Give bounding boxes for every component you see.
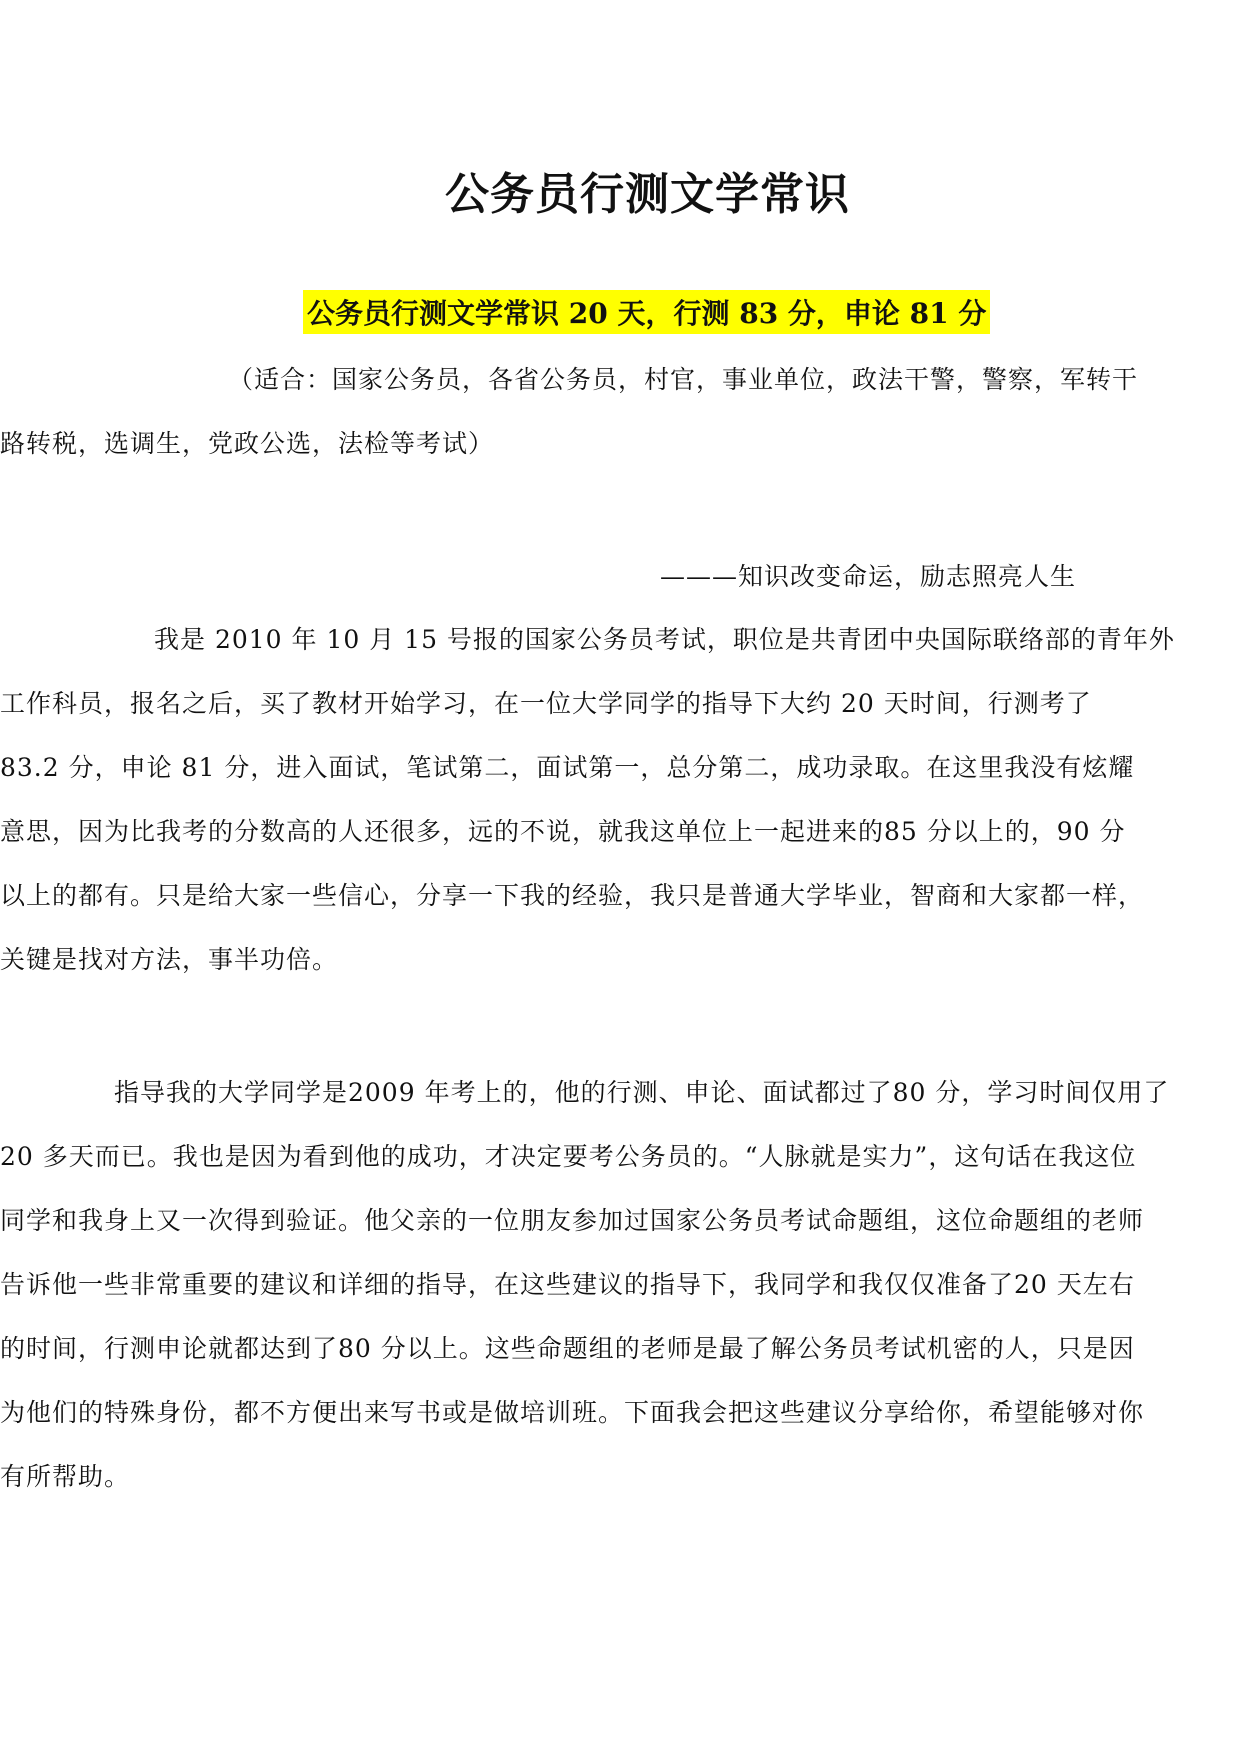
- paragraph-line: 的时间，行测申论就都达到了80 分以上。这些命题组的老师是最了解公务员考试机密的人，只是因: [0, 1334, 1135, 1363]
- paragraph-line: 告诉他一些非常重要的建议和详细的指导，在这些建议的指导下，我同学和我仅仅准备了20 天左右: [0, 1270, 1135, 1299]
- motto: ———知识改变命运，励志照亮人生: [660, 562, 1077, 591]
- paragraph-line: 有所帮助。: [0, 1462, 131, 1491]
- highlighted-subtitle: 公务员行测文学常识 20 天，行测 83 分，申论 81 分: [303, 290, 990, 334]
- paragraph-line: 指导我的大学同学是2009 年考上的，他的行测、申论、面试都过了80 分，学习时间仅用了: [114, 1078, 1170, 1107]
- document-title: 公务员行测文学常识: [445, 169, 850, 220]
- paragraph-line: 我是 2010 年 10 月 15 号报的国家公务员考试，职位是共青团中央国际联络部的青年外: [154, 625, 1175, 654]
- suitable-line: 路转税，选调生，党政公选，法检等考试）: [0, 429, 495, 458]
- paragraph-line: 为他们的特殊身份，都不方便出来写书或是做培训班。下面我会把这些建议分享给你，希望能够对你: [0, 1398, 1145, 1427]
- paragraph-line: 意思，因为比我考的分数高的人还很多，远的不说，就我这单位上一起进来的85 分以上的，90 分: [0, 817, 1126, 846]
- paragraph-line: 工作科员，报名之后，买了教材开始学习，在一位大学同学的指导下大约 20 天时间，行测考了: [0, 689, 1092, 718]
- paragraph-line: 同学和我身上又一次得到验证。他父亲的一位朋友参加过国家公务员考试命题组，这位命题组的老师: [0, 1206, 1145, 1235]
- paragraph-line: 关键是找对方法，事半功倍。: [0, 945, 339, 974]
- suitable-line: （适合：国家公务员，各省公务员，村官，事业单位，政法干警，警察，军转干: [228, 365, 1139, 394]
- paragraph-line: 83.2 分，申论 81 分，进入面试，笔试第二，面试第一，总分第二，成功录取。在这里我没有炫耀: [0, 753, 1135, 782]
- paragraph-line: 20 多天而已。我也是因为看到他的成功，才决定要考公务员的。“人脉就是实力”，这句话在我这位: [0, 1142, 1137, 1171]
- paragraph-line: 以上的都有。只是给大家一些信心，分享一下我的经验，我只是普通大学毕业，智商和大家都一样，: [0, 881, 1145, 910]
